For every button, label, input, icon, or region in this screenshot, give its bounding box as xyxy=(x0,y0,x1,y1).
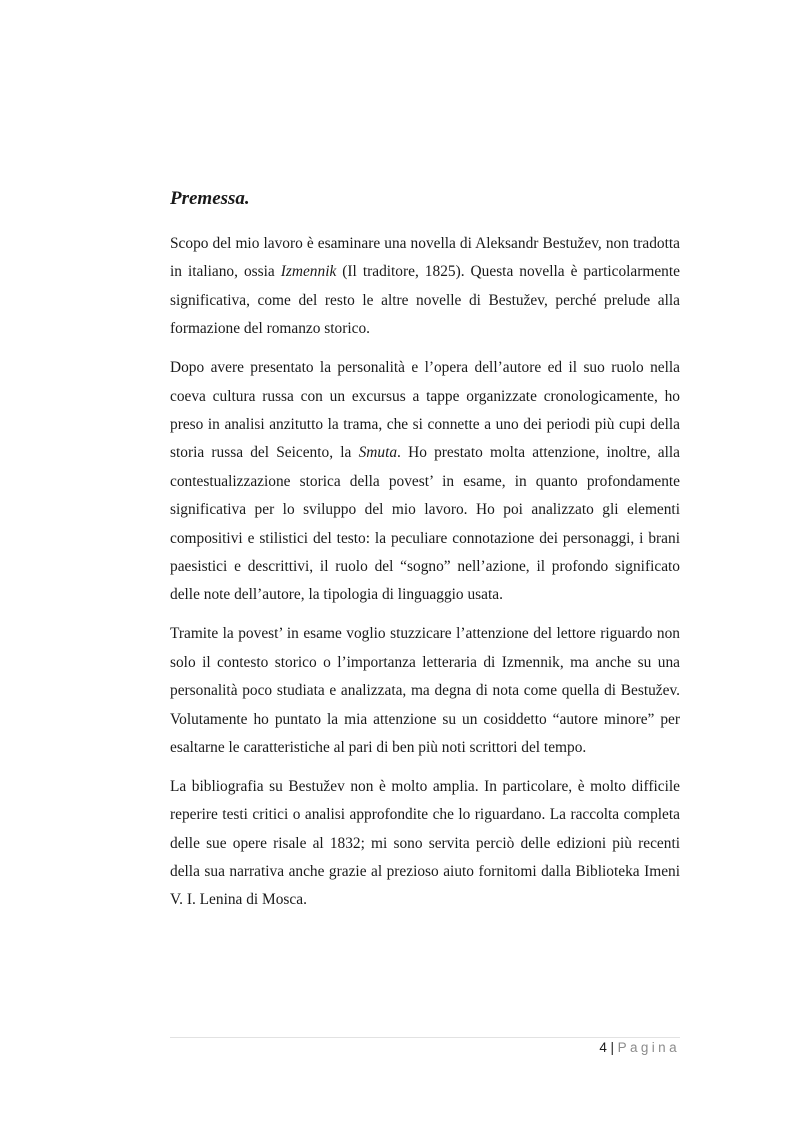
paragraph-1 xyxy=(170,230,680,344)
paragraph-4: La bibliografia su Bestužev non è molto amplia. In particolare, è molto difficile reperire testi critici o analisi approfondite che lo riguardano. La raccolta completa delle sue opere risale al 1832; mi sono servita perciò delle edizioni più recenti della sua narrativa anche grazie al prezioso aiuto fornitomi dalla Biblioteka Imeni V. I. Lenina di Mosca. xyxy=(170,777,680,909)
paragraph-2-italic-term: Smuta xyxy=(358,444,398,462)
paragraph-1-text-a: Scopo del mio lavoro è esaminare una novella di Aleksandr Bestužev, non tradotta in italiano, ossia xyxy=(170,235,680,281)
paragraph-2-text-a: Dopo avere presentato la personalità e l’opera dell’autore ed il suo ruolo nella coeva cultura russa con un excursus a tappe organizzate cronologicamente, ho preso in analisi anzitutto la trama, che si connette a uno dei periodi più cupi della storia russa del Seicento, la xyxy=(170,359,680,462)
page-number: 4 xyxy=(599,1040,608,1055)
paragraph-2 xyxy=(170,354,680,610)
paragraph-2-text-b: . Ho prestato molta attenzione, inoltre, alla contestualizzazione storica della povest’ in esame, in quanto profondamente significativa per lo sviluppo del mio lavoro. Ho poi analizzato gli elementi compositivi e stilistici del testo: la peculiare connotazione dei personaggi, i brani paesistici e descrittivi, il ruolo del “sogno” nell’azione, il profondo significato delle note dell’autore, la tipologia di linguaggio usata. xyxy=(170,444,680,604)
paragraph-1-italic-title: Izmennik xyxy=(280,263,337,281)
footer-divider xyxy=(170,1037,680,1038)
document-body xyxy=(170,230,680,925)
section-heading: Premessa. xyxy=(170,188,250,209)
page-footer xyxy=(599,1040,680,1055)
paragraph-1-text-b: (Il traditore, 1825). Questa novella è particolarmente significativa, come del resto le altre novelle di Bestužev, perché prelude alla formazione del romanzo storico. xyxy=(170,263,680,338)
paragraph-3: Tramite la povest’ in esame voglio stuzzicare l’attenzione del lettore riguardo non solo il contesto storico o l’importanza letteraria di Izmennik, ma anche su una personalità poco studiata e analizzata, ma degna di nota come quella di Bestužev. Volutamente ho puntato la mia attenzione su un cosiddetto “autore minore” per esaltarne le caratteristiche al pari di ben più noti scrittori del tempo. xyxy=(170,625,680,756)
page-label: Pagina xyxy=(617,1040,680,1055)
document-page xyxy=(170,0,680,1123)
footer-separator: | xyxy=(610,1040,615,1055)
